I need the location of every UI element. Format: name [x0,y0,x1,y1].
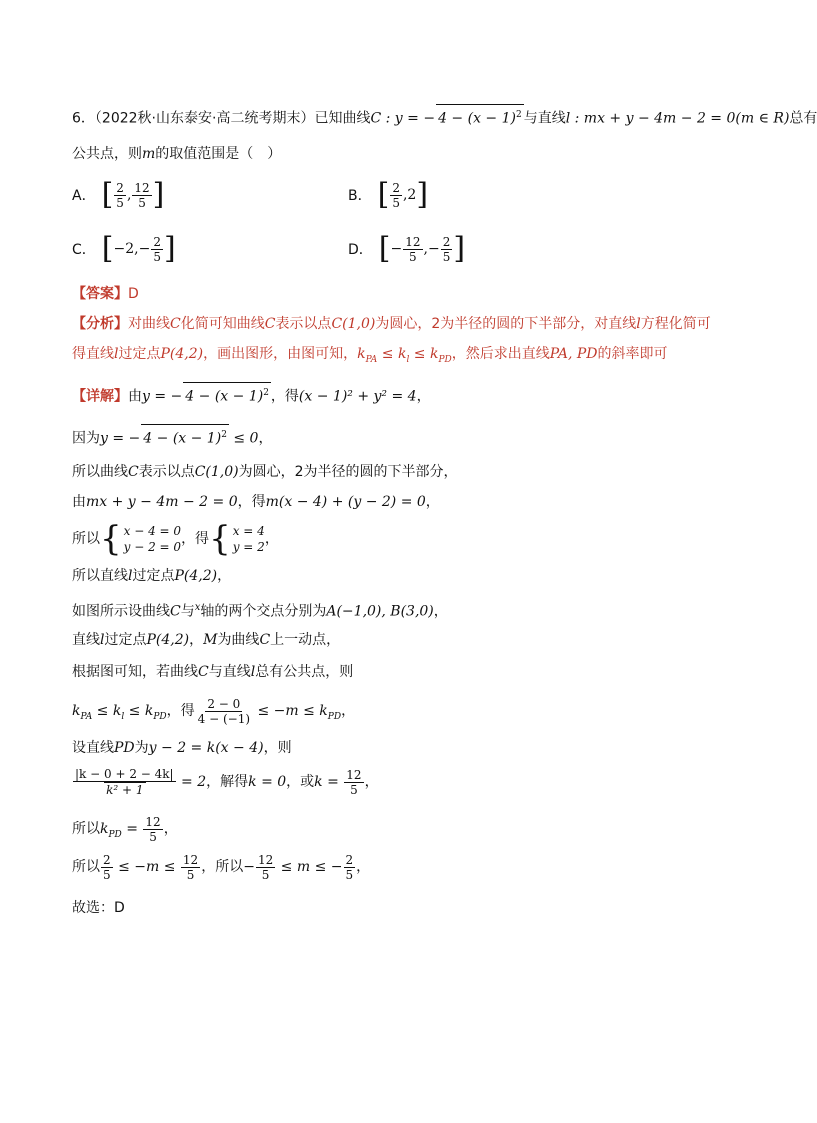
detail-line-10: $k_{PA} \le k_l \le k_{PD}$，得 $\frac{2 - 0}{4 - (-1)}$ ≤ $-m \le k_{PD}$， [72,696,356,726]
detail-line-2: 因为y = − $4 - (x - 1)^2 \le 0$， [72,424,272,449]
analysis-line-1: 【分析】对曲线C化简可知曲线C表示以点C(1,0)为圆心，2为半径的圆的下半部分，对直线l方程化简可 [72,316,711,332]
detail-line-6: 所以直线l过定点P(4,2)， [72,568,232,584]
line-equation: l : mx + y − 4m − 2 = 0 [565,110,736,127]
answer-value: D [128,286,139,302]
curve-equation: C : y = − [370,110,436,127]
detail-line-8: 直线l过定点P(4,2)，M为曲线C上一动点， [72,632,341,648]
detail-line-14: 所以 $\frac{2}{5}$ ≤ −m ≤ $\frac{12}{5}$ ，所以− $\frac{12}{5}$ ≤ m ≤ − $\frac{2}{5}$ ， [72,852,371,882]
detail-line-3: 所以曲线C表示以点C(1,0)为圆心，2为半径的圆的下半部分， [72,464,458,480]
final-choice: 故选：D [72,900,125,916]
problem-source: （2022秋·山东泰安·高二统考期末） [94,110,315,127]
answer-line [72,284,139,304]
detail-line-4: 由mx + y − 4m − 2 = 0，得m(x − 4) + (y − 2) = 0， [72,494,440,510]
detail-line-1: 【详解】由y = − $4 - (x - 1)^2$ ，得(x − 1)² + y² = 4， [72,382,431,407]
detail-line-12: $\frac{|k - 0 + 2 - 4k|}{\text{k² + 1}}$ = 2，解得k = 0，或k = $\frac{12}{5}$ ， [75,767,379,797]
detail-line-13: 所以$k_{PD}$ = $\frac{12}{5}$ ， [72,814,178,844]
answer-tag: 【答案】 [72,286,128,302]
detail-line-7: 如图所示设曲线C与$^x$轴的两个交点分别为A(−1,0), B(3,0)， [72,602,448,620]
choice-b[interactable]: B． [ $\frac{2}{5}$ , 2 ] [348,177,429,212]
problem-stem-line-2: 公共点，则m的取值范围是（ ） [72,146,282,162]
detail-line-5: 所以 { x − 4 = 0 y − 2 = 0 ，得 { x = 4 y = 2 ， [72,519,279,559]
analysis-line-2: 得直线l过定点P(4,2)，画出图形，由图可知，$k_{PA} \le k_l \le k_{PD}$，然后求出直线PA, PD的斜率即可 [72,346,668,365]
choice-a[interactable]: A． [ $\frac{2}{5}$ , $\frac{12}{5}$ ] [72,177,165,212]
choice-d[interactable]: D． [ − $\frac{12}{5}$ ,− $\frac{2}{5}$ ] [348,231,466,266]
detail-tag: 【详解】 [72,388,128,405]
problem-number: 6． [72,110,95,127]
choice-c[interactable]: C． [ −2,− $\frac{2}{5}$ ] [72,231,176,266]
problem-stem-line-1: 6．（2022秋·山东泰安·高二统考期末）已知曲线C : y = − $4 - (x - 1)^2$ 与直线l : mx + y − 4m − 2 = 0(m ∈ R)总有 [72,104,817,129]
detail-line-9: 根据图可知，若曲线C与直线l总有公共点，则 [72,664,354,680]
detail-line-15 [72,898,125,918]
detail-line-11: 设直线PD为y − 2 = k(x − 4)，则 [72,740,292,756]
curve-radical: $4 - (x - 1)^2$ [436,104,524,129]
